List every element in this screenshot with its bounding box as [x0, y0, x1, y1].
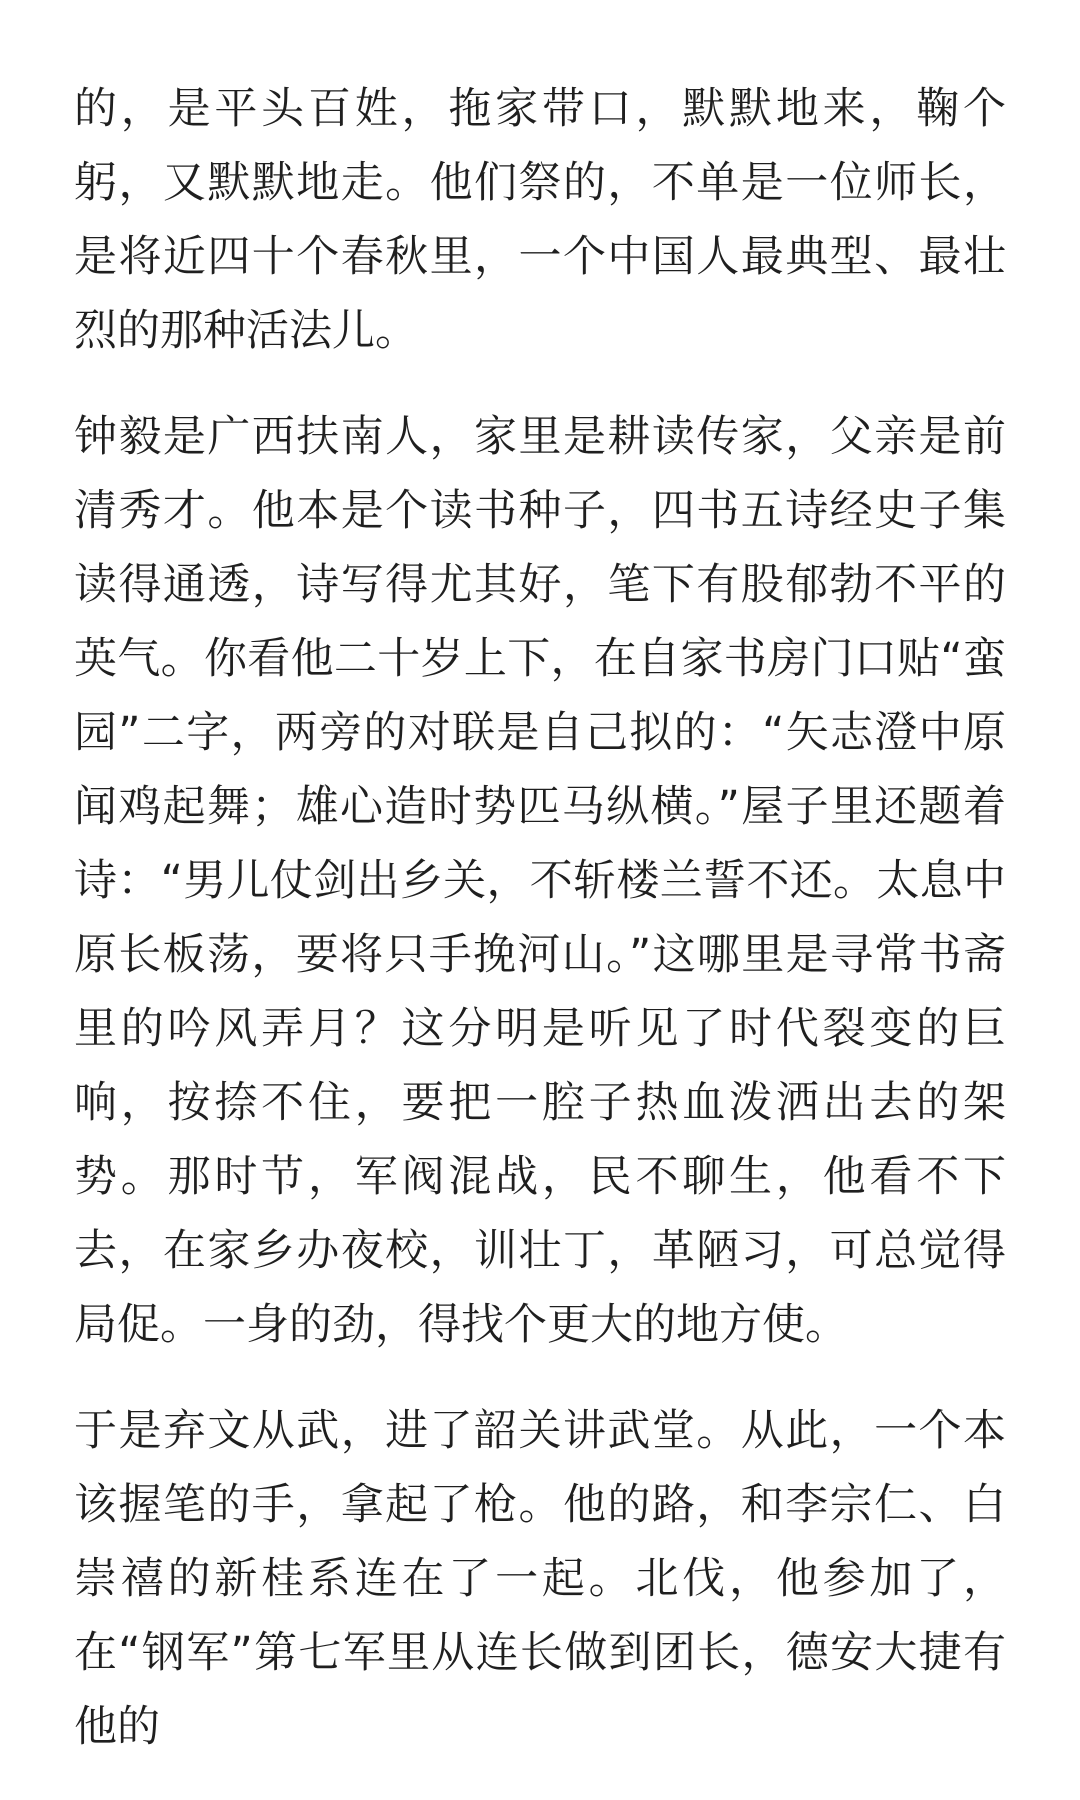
article-body	[74, 72, 1006, 1764]
paragraph-3: 于是弃文从武，进了韶关讲武堂。从此，一个本该握笔的手，拿起了枪。他的路，和李宗仁、白崇禧的新桂系连在了一起。北伐，他参加了，在“钢军”第七军里从连长做到团长，德安大捷有他的	[74, 1406, 1006, 1752]
paragraph-1: 的，是平头百姓，拖家带口，默默地来，鞠个躬，又默默地走。他们祭的，不单是一位师长，是将近四十个春秋里，一个中国人最典型、最壮烈的那种活法儿。	[74, 84, 1006, 356]
paragraph-2: 钟毅是广西扶南人，家里是耕读传家，父亲是前清秀才。他本是个读书种子，四书五诗经史子集读得通透，诗写得尤其好，笔下有股郁勃不平的英气。你看他二十岁上下，在自家书房门口贴“蛮园”二字，两旁的对联是自己拟的：“矢志澄中原闻鸡起舞；雄心造时势匹马纵横。”屋子里还题着诗：“男儿仗剑出乡关，不斩楼兰誓不还。太息中原长板荡，要将只手挽河山。”这哪里是寻常书斋里的吟风弄月？这分明是听见了时代裂变的巨响，按捺不住，要把一腔子热血泼洒出去的架势。那时节，军阀混战，民不聊生，他看不下去，在家乡办夜校，训壮丁，革陋习，可总觉得局促。一身的劲，得找个更大的地方使。	[74, 412, 1006, 1350]
